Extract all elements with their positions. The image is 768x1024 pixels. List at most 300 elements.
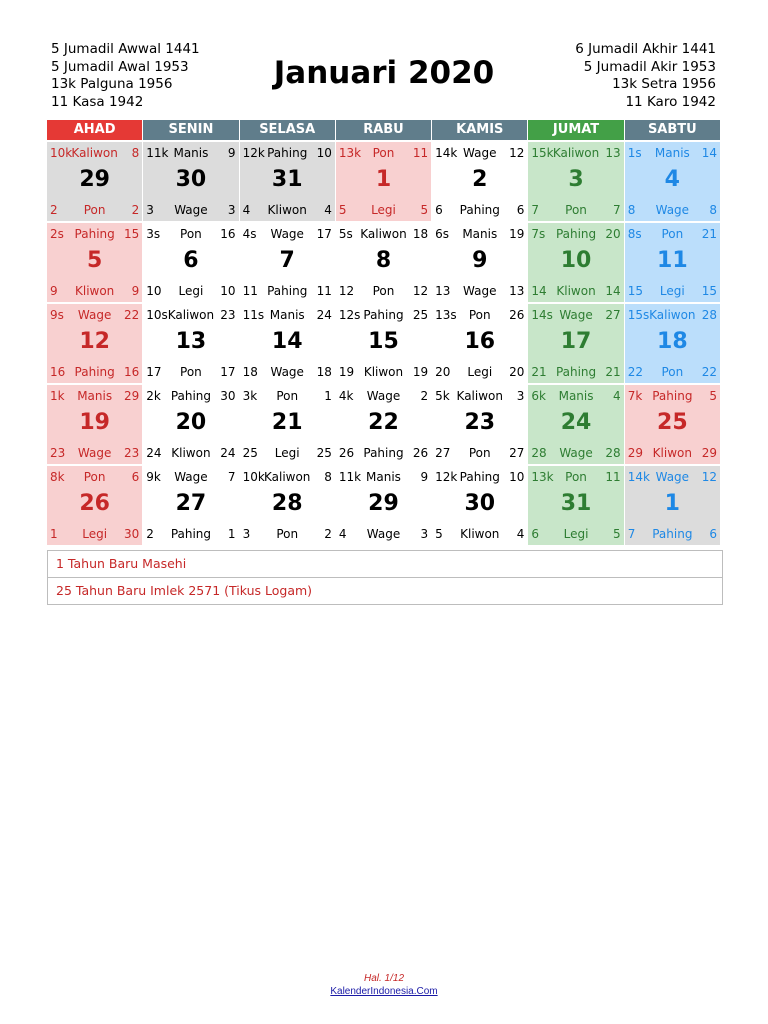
pasaran-bottom: Kliwon <box>74 284 115 298</box>
javanese-day-bottom: 24 <box>220 446 236 460</box>
pasaran-top: Pon <box>661 227 684 241</box>
hijri-day: 6s <box>435 227 450 241</box>
javanese-day-top: 30 <box>220 389 236 403</box>
javanese-day-top: 28 <box>701 308 717 322</box>
day-cell[interactable] <box>47 142 143 221</box>
javanese-day-bottom: 13 <box>509 284 525 298</box>
pasaran-bottom: Pahing <box>459 203 500 217</box>
day-cell[interactable] <box>240 142 336 221</box>
javanese-day-top: 27 <box>605 308 621 322</box>
hijri-day: 13k <box>338 146 362 160</box>
day-number: 30 <box>464 491 496 516</box>
month-title: Januari 2020 <box>273 55 495 91</box>
day-number: 18 <box>657 329 688 354</box>
javanese-day-bottom: 6 <box>709 527 717 541</box>
lunar-day: 5 <box>338 203 347 217</box>
hijri-day: 15s <box>627 308 650 322</box>
hijri-day: 14k <box>627 470 650 484</box>
pasaran-top: Pahing <box>459 470 500 484</box>
lunar-day: 24 <box>146 446 162 460</box>
hijri-day: 12k <box>435 470 458 484</box>
hijri-day: 3s <box>146 227 161 241</box>
hijri-day: 5k <box>435 389 450 403</box>
pasaran-bottom: Pon <box>83 203 106 217</box>
pasaran-top: Manis <box>77 389 113 403</box>
pasaran-bottom: Pahing <box>652 527 693 541</box>
day-number: 10 <box>560 248 592 273</box>
lunar-day: 6 <box>531 527 540 541</box>
day-number: 3 <box>568 167 584 192</box>
day-number: 20 <box>175 410 207 435</box>
pasaran-top: Wage <box>174 470 208 484</box>
lunar-day: 17 <box>146 365 162 379</box>
hijri-day: 9k <box>146 470 161 484</box>
day-cell[interactable] <box>625 304 721 383</box>
lunar-day: 18 <box>242 365 258 379</box>
pasaran-top: Kaliwon <box>552 146 600 160</box>
header-left-line: 11 Kasa 1942 <box>51 93 144 110</box>
javanese-day-bottom: 16 <box>124 365 140 379</box>
javanese-day-top: 23 <box>220 308 236 322</box>
pasaran-top: Manis <box>462 227 498 241</box>
javanese-day-top: 11 <box>412 146 429 160</box>
lunar-day: 20 <box>435 365 451 379</box>
day-number: 26 <box>79 491 110 516</box>
holiday-note: 25 Tahun Baru Imlek 2571 (Tikus Logam) <box>56 583 313 598</box>
javanese-day-bottom: 25 <box>316 446 332 460</box>
lunar-day: 10 <box>146 284 162 298</box>
pasaran-top: Wage <box>463 146 497 160</box>
javanese-day-bottom: 5 <box>420 203 429 217</box>
pasaran-bottom: Pahing <box>267 284 308 298</box>
pasaran-top: Pon <box>83 470 106 484</box>
javanese-day-top: 8 <box>324 470 332 484</box>
day-cell[interactable] <box>432 142 528 221</box>
weekday-rabu: RABU <box>336 120 432 140</box>
day-cell[interactable] <box>528 385 624 464</box>
javanese-day-top: 12 <box>701 470 717 484</box>
javanese-day-bottom: 29 <box>701 446 717 460</box>
pasaran-bottom: Wage <box>270 365 304 379</box>
pasaran-top: Kaliwon <box>360 227 407 241</box>
day-cell[interactable] <box>528 142 624 221</box>
pasaran-bottom: Pon <box>372 284 395 298</box>
pasaran-bottom: Legi <box>467 365 493 379</box>
javanese-day-bottom: 9 <box>131 284 140 298</box>
header-right-line: 6 Jumadil Akhir 1441 <box>575 41 716 57</box>
day-number: 27 <box>175 491 207 516</box>
week-row <box>47 142 721 223</box>
pasaran-bottom: Legi <box>659 284 685 298</box>
javanese-day-top: 15 <box>124 227 140 241</box>
day-cell[interactable] <box>336 142 432 221</box>
javanese-day-bottom: 4 <box>324 203 332 217</box>
lunar-day: 23 <box>50 446 66 460</box>
javanese-day-top: 19 <box>509 227 525 241</box>
day-cell[interactable] <box>143 385 239 464</box>
javanese-day-bottom: 10 <box>220 284 236 298</box>
day-number: 8 <box>375 248 392 273</box>
week-row <box>47 304 721 385</box>
javanese-day-bottom: 11 <box>316 284 332 298</box>
holiday-notes <box>47 550 723 605</box>
lunar-day: 14 <box>531 284 547 298</box>
header-left-line: 5 Jumadil Awal 1953 <box>51 58 189 75</box>
pasaran-top: Kaliwon <box>71 146 118 160</box>
javanese-day-bottom: 20 <box>509 365 525 379</box>
day-cell[interactable] <box>240 304 336 383</box>
pasaran-bottom: Pon <box>661 365 684 379</box>
pasaran-bottom: Wage <box>77 446 112 460</box>
weekday-sabtu: SABTU <box>625 120 721 140</box>
javanese-day-bottom: 14 <box>605 284 621 298</box>
header-left-line: 13k Palguna 1956 <box>51 76 173 92</box>
hijri-day: 9s <box>50 308 64 322</box>
pasaran-bottom: Kliwon <box>460 527 500 541</box>
javanese-day-top: 25 <box>412 308 429 322</box>
javanese-day-bottom: 12 <box>412 284 429 298</box>
hijri-day: 10k <box>50 146 73 160</box>
javanese-day-top: 22 <box>124 308 140 322</box>
header-right-line: 13k Setra 1956 <box>612 76 716 92</box>
pasaran-bottom: Legi <box>274 446 300 460</box>
pasaran-bottom: Kliwon <box>652 446 692 460</box>
lunar-day: 21 <box>531 365 547 379</box>
day-cell[interactable] <box>143 466 239 545</box>
pasaran-bottom: Wage <box>174 203 208 217</box>
weekday-jumat: JUMAT <box>528 120 624 140</box>
javanese-day-bottom: 8 <box>709 203 717 217</box>
pasaran-bottom: Pahing <box>555 365 597 379</box>
pasaran-top: Wage <box>655 470 690 484</box>
lunar-day: 25 <box>242 446 258 460</box>
day-cell[interactable] <box>240 466 336 545</box>
javanese-day-top: 9 <box>227 146 236 160</box>
lunar-day: 12 <box>338 284 355 298</box>
pasaran-top: Pahing <box>652 389 693 403</box>
javanese-day-bottom: 19 <box>412 365 429 379</box>
day-cell[interactable] <box>432 304 528 383</box>
site-link[interactable]: KalenderIndonesia.Com <box>330 986 438 997</box>
day-cell[interactable] <box>143 223 239 302</box>
hijri-day: 4k <box>338 389 354 403</box>
day-cell[interactable] <box>143 142 239 221</box>
hijri-javanese-end-dates <box>575 41 716 111</box>
day-number: 4 <box>664 167 680 192</box>
day-cell[interactable] <box>336 466 432 545</box>
pasaran-bottom: Kliwon <box>267 203 307 217</box>
hijri-day: 12s <box>338 308 361 322</box>
hijri-day: 6k <box>531 389 546 403</box>
pasaran-bottom: Pon <box>276 527 299 541</box>
day-number: 14 <box>271 329 303 354</box>
pasaran-top: Wage <box>366 389 401 403</box>
day-number: 1 <box>375 167 392 192</box>
pasaran-top: Pahing <box>363 308 404 322</box>
lunar-day: 19 <box>338 365 355 379</box>
day-cell[interactable] <box>432 385 528 464</box>
javanese-day-top: 11 <box>605 470 621 484</box>
hijri-day: 1s <box>627 146 642 160</box>
page-number: Hal. 1/12 <box>363 973 405 984</box>
javanese-day-top: 18 <box>412 227 429 241</box>
day-number: 2 <box>472 167 488 192</box>
day-cell[interactable] <box>625 385 721 464</box>
pasaran-bottom: Pahing <box>363 446 404 460</box>
javanese-day-top: 10 <box>316 146 332 160</box>
pasaran-top: Manis <box>173 146 209 160</box>
day-number: 7 <box>279 248 295 273</box>
javanese-day-bottom: 23 <box>124 446 140 460</box>
day-number: 29 <box>79 167 110 192</box>
day-number: 24 <box>560 410 592 435</box>
day-number: 25 <box>657 410 688 435</box>
day-cell[interactable] <box>528 223 624 302</box>
lunar-day: 27 <box>435 446 451 460</box>
hijri-day: 11s <box>242 308 265 322</box>
pasaran-top: Manis <box>558 389 594 403</box>
pasaran-bottom: Wage <box>655 203 690 217</box>
day-cell[interactable] <box>336 304 432 383</box>
day-cell[interactable] <box>47 385 143 464</box>
pasaran-top: Wage <box>77 308 112 322</box>
day-cell[interactable] <box>528 466 624 545</box>
day-number: 19 <box>79 410 110 435</box>
pasaran-bottom: Pon <box>468 446 491 460</box>
week-row <box>47 385 721 466</box>
lunar-day: 26 <box>338 446 355 460</box>
pasaran-top: Manis <box>366 470 401 484</box>
day-number: 6 <box>183 248 199 273</box>
hijri-day: 14s <box>531 308 553 322</box>
pasaran-top: Pahing <box>267 146 308 160</box>
lunar-day: 15 <box>627 284 643 298</box>
day-number: 29 <box>368 491 399 516</box>
header-right-line: 5 Jumadil Akir 1953 <box>583 58 716 75</box>
lunar-day: 22 <box>627 365 643 379</box>
javanese-day-bottom: 18 <box>316 365 332 379</box>
javanese-day-bottom: 15 <box>701 284 717 298</box>
pasaran-bottom: Pahing <box>170 527 212 541</box>
pasaran-top: Pon <box>565 470 587 484</box>
hijri-day: 10s <box>146 308 168 322</box>
javanese-day-bottom: 2 <box>324 527 332 541</box>
javanese-day-bottom: 7 <box>613 203 621 217</box>
pasaran-bottom: Legi <box>82 527 108 541</box>
day-cell[interactable] <box>336 385 432 464</box>
pasaran-top: Pahing <box>555 227 597 241</box>
day-cell[interactable] <box>240 385 336 464</box>
day-number: 21 <box>271 410 303 435</box>
day-number: 28 <box>271 491 303 516</box>
day-number: 16 <box>464 329 496 354</box>
pasaran-top: Pon <box>276 389 299 403</box>
header-left-line: 5 Jumadil Awwal 1441 <box>51 41 200 57</box>
javanese-day-bottom: 26 <box>412 446 429 460</box>
week-row <box>47 223 721 304</box>
javanese-day-top: 14 <box>701 146 717 160</box>
lunar-day: 3 <box>146 203 154 217</box>
day-cell[interactable] <box>432 223 528 302</box>
javanese-day-top: 20 <box>605 227 621 241</box>
javanese-day-bottom: 21 <box>605 365 621 379</box>
hijri-day: 2k <box>146 389 161 403</box>
javanese-day-top: 5 <box>709 389 717 403</box>
javanese-day-bottom: 30 <box>124 527 140 541</box>
javanese-day-bottom: 4 <box>516 527 525 541</box>
hijri-day: 12k <box>242 146 265 160</box>
lunar-day: 3 <box>242 527 251 541</box>
lunar-day: 2 <box>50 203 58 217</box>
day-cell[interactable] <box>47 304 143 383</box>
day-cell[interactable] <box>528 304 624 383</box>
week-row <box>47 466 721 547</box>
javanese-day-top: 8 <box>131 146 140 160</box>
hijri-day: 7s <box>531 227 546 241</box>
javanese-day-top: 21 <box>701 227 717 241</box>
day-number: 1 <box>664 491 680 516</box>
weekday-ahad: AHAD <box>47 120 143 140</box>
lunar-day: 16 <box>50 365 66 379</box>
day-number: 30 <box>175 167 207 192</box>
javanese-day-top: 7 <box>227 470 236 484</box>
lunar-day: 7 <box>531 203 540 217</box>
lunar-day: 1 <box>50 527 58 541</box>
day-number: 31 <box>560 491 592 516</box>
pasaran-bottom: Wage <box>366 527 401 541</box>
lunar-day: 11 <box>242 284 258 298</box>
calendar-grid <box>47 142 721 547</box>
pasaran-top: Pon <box>180 227 202 241</box>
pasaran-top: Wage <box>559 308 593 322</box>
weekday-senin: SENIN <box>143 120 239 140</box>
weekday-header-row <box>47 120 721 140</box>
pasaran-top: Pahing <box>170 389 212 403</box>
javanese-day-bottom: 1 <box>227 527 236 541</box>
pasaran-top: Kaliwon <box>263 470 311 484</box>
weekday-kamis: KAMIS <box>432 120 528 140</box>
javanese-day-bottom: 22 <box>701 365 717 379</box>
day-cell[interactable] <box>47 466 143 545</box>
lunar-day: 13 <box>435 284 451 298</box>
lunar-day: 9 <box>50 284 58 298</box>
lunar-day: 28 <box>531 446 547 460</box>
hijri-day: 2s <box>50 227 64 241</box>
hijri-day: 11k <box>338 470 362 484</box>
pasaran-bottom: Wage <box>463 284 497 298</box>
javanese-day-top: 6 <box>131 470 140 484</box>
javanese-day-bottom: 28 <box>605 446 621 460</box>
weekday-selasa: SELASA <box>240 120 336 140</box>
pasaran-top: Pahing <box>74 227 115 241</box>
hijri-day: 7k <box>627 389 643 403</box>
pasaran-top: Kaliwon <box>167 308 215 322</box>
holiday-note: 1 Tahun Baru Masehi <box>48 551 722 578</box>
javanese-day-bottom: 5 <box>613 527 621 541</box>
hijri-day: 1k <box>50 389 65 403</box>
pasaran-bottom: Legi <box>563 527 589 541</box>
pasaran-top: Pon <box>372 146 395 160</box>
pasaran-top: Kaliwon <box>649 308 696 322</box>
javanese-day-top: 9 <box>420 470 429 484</box>
header-right-line: 11 Karo 1942 <box>625 93 716 110</box>
day-cell[interactable] <box>143 304 239 383</box>
day-number: 22 <box>368 410 399 435</box>
day-cell[interactable] <box>625 223 721 302</box>
lunar-day: 6 <box>435 203 443 217</box>
javanese-day-bottom: 27 <box>509 446 525 460</box>
javanese-day-top: 3 <box>516 389 525 403</box>
day-number: 31 <box>271 167 303 192</box>
javanese-day-bottom: 3 <box>227 203 236 217</box>
pasaran-top: Kaliwon <box>456 389 503 403</box>
pasaran-bottom: Pon <box>565 203 587 217</box>
day-number: 12 <box>79 329 110 354</box>
javanese-day-bottom: 6 <box>516 203 525 217</box>
javanese-day-top: 29 <box>124 389 140 403</box>
hijri-day: 4s <box>242 227 257 241</box>
lunar-day: 4 <box>338 527 347 541</box>
day-cell[interactable] <box>47 223 143 302</box>
pasaran-bottom: Kliwon <box>171 446 211 460</box>
pasaran-bottom: Kliwon <box>363 365 404 379</box>
lunar-day: 2 <box>146 527 154 541</box>
javanese-day-bottom: 2 <box>131 203 140 217</box>
day-cell[interactable] <box>625 466 721 545</box>
day-cell[interactable] <box>432 466 528 545</box>
hijri-day: 13s <box>435 308 457 322</box>
lunar-day: 4 <box>242 203 251 217</box>
pasaran-bottom: Kliwon <box>556 284 596 298</box>
javanese-day-bottom: 3 <box>420 527 429 541</box>
day-number: 15 <box>368 329 399 354</box>
hijri-day: 13k <box>531 470 554 484</box>
pasaran-bottom: Legi <box>371 203 396 217</box>
pasaran-bottom: Wage <box>559 446 593 460</box>
pasaran-bottom: Legi <box>178 284 204 298</box>
day-number: 17 <box>560 329 592 354</box>
hijri-day: 8k <box>50 470 65 484</box>
javanese-day-top: 12 <box>509 146 525 160</box>
pasaran-top: Wage <box>270 227 304 241</box>
pasaran-top: Manis <box>654 146 690 160</box>
day-number: 9 <box>472 248 488 273</box>
pasaran-top: Pon <box>468 308 491 322</box>
day-cell[interactable] <box>625 142 721 221</box>
hijri-day: 15k <box>531 146 554 160</box>
day-cell[interactable] <box>240 223 336 302</box>
hijri-day: 8s <box>627 227 642 241</box>
lunar-day: 5 <box>435 527 443 541</box>
day-number: 5 <box>86 248 103 273</box>
javanese-day-top: 17 <box>316 227 332 241</box>
hijri-day: 14k <box>435 146 458 160</box>
javanese-day-top: 16 <box>220 227 236 241</box>
day-number: 11 <box>657 248 688 273</box>
pasaran-top: Manis <box>269 308 305 322</box>
footer <box>0 972 768 998</box>
hijri-day: 11k <box>146 146 169 160</box>
day-number: 23 <box>464 410 496 435</box>
day-cell[interactable] <box>336 223 432 302</box>
hijri-day: 5s <box>338 227 353 241</box>
hijri-day: 10k <box>242 470 265 484</box>
lunar-day: 29 <box>627 446 643 460</box>
hijri-day: 3k <box>242 389 258 403</box>
javanese-day-bottom: 17 <box>220 365 236 379</box>
javanese-day-top: 13 <box>605 146 621 160</box>
day-number: 13 <box>175 329 207 354</box>
